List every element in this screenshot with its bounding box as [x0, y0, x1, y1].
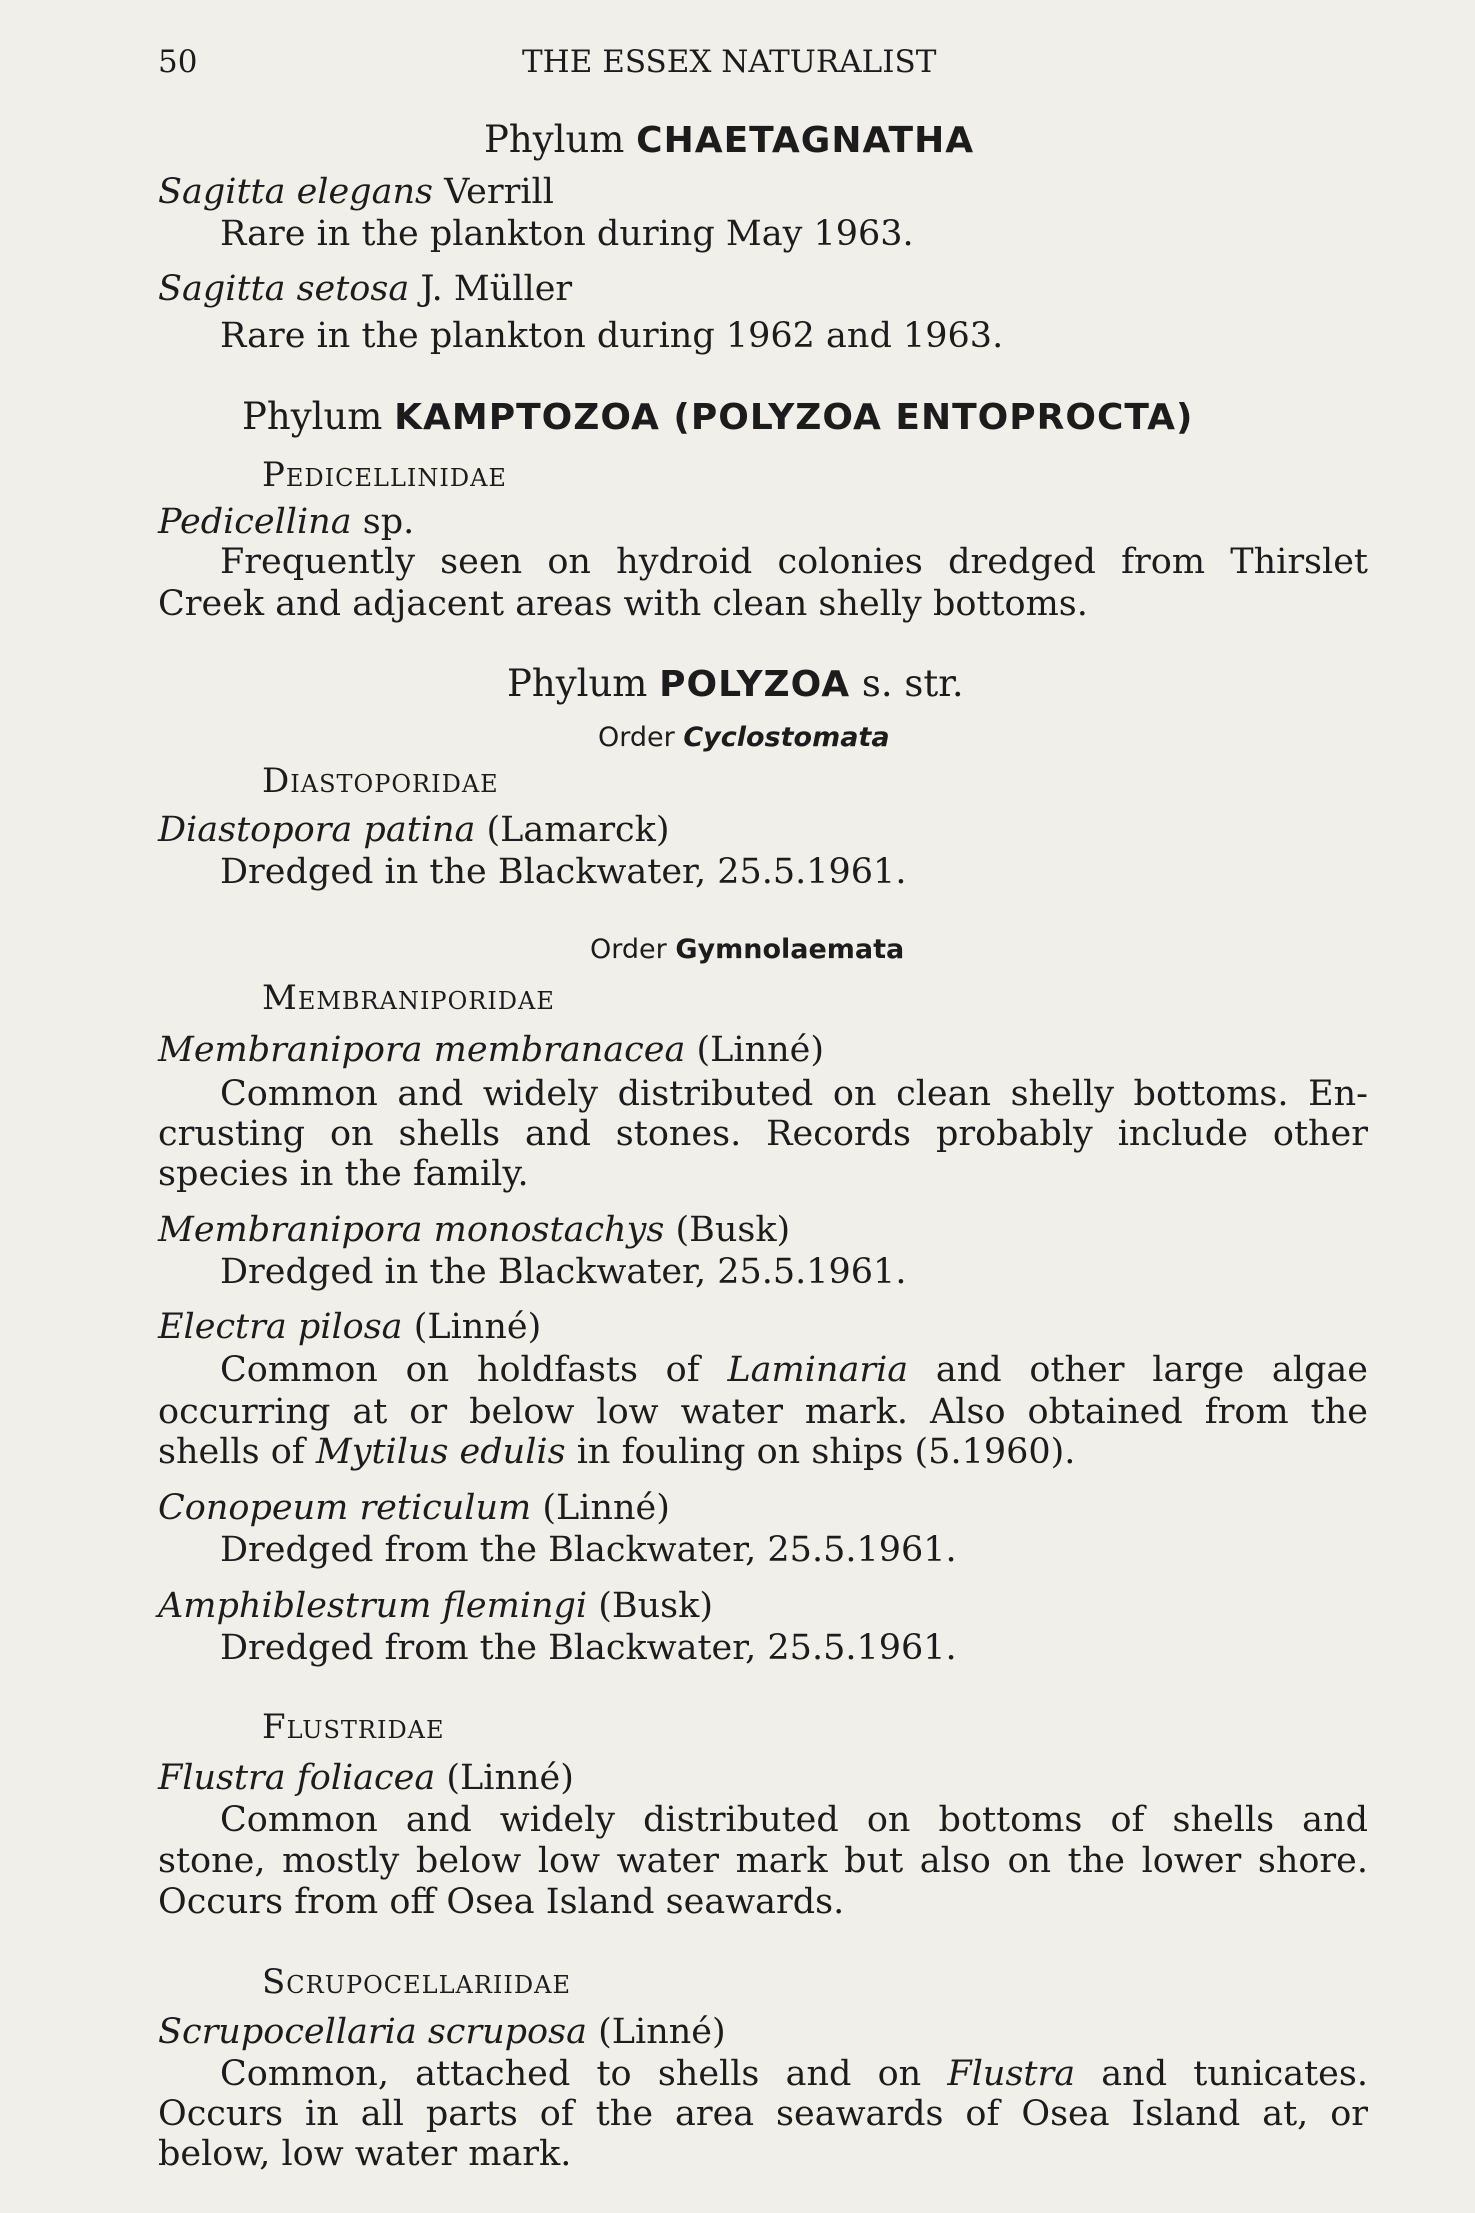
family-heading: Scrupocellariidae	[262, 1962, 571, 2002]
species-note-line: below, low water mark.	[158, 2134, 572, 2174]
species-name: Conopeum reticulum	[158, 1488, 532, 1528]
species-note-line: Common and widely distributed on clean shelly bottoms. En-	[220, 1074, 1368, 1114]
species-entry	[158, 810, 670, 850]
species-note-line: Occurs in all parts of the area seawards of Osea Island at, or	[158, 2094, 1368, 2134]
species-name: Scrupocellaria scruposa	[158, 2012, 587, 2052]
species-note-line	[220, 2054, 1368, 2094]
species-entry	[158, 1030, 824, 1070]
species-name: Membranipora membranacea	[158, 1030, 686, 1070]
species-authority: (Linné)	[542, 1488, 670, 1528]
species-name: Sagitta elegans	[158, 172, 433, 212]
species-italic: Mytilus edulis	[315, 1432, 566, 1472]
species-authority: (Busk)	[598, 1586, 713, 1626]
species-note-line: occurring at or below low water mark. Also obtained from the	[158, 1392, 1368, 1432]
species-entry	[158, 269, 572, 309]
species-note-line: Common and widely distributed on bottoms of shells and	[220, 1800, 1368, 1840]
order-prefix: Order	[590, 934, 667, 965]
species-note-line	[158, 1432, 1075, 1472]
species-authority: (Linné)	[598, 2012, 726, 2052]
phylum-heading-kamptozoa	[242, 395, 1193, 438]
species-note-line: species in the family.	[158, 1154, 529, 1194]
species-note: Dredged from the Blackwater, 25.5.1961.	[220, 1530, 957, 1570]
species-authority: sp.	[362, 502, 415, 542]
species-note: Rare in the plankton during 1962 and 1963.	[220, 316, 1004, 356]
genus-italic: Laminaria	[727, 1350, 909, 1390]
species-authority: Verrill	[444, 172, 554, 212]
order-heading	[590, 934, 904, 965]
species-authority: (Busk)	[675, 1210, 791, 1250]
page-number: 50	[158, 44, 198, 80]
species-name: Sagitta setosa	[158, 269, 410, 309]
family-heading: Membraniporidae	[262, 978, 555, 1018]
species-name: Pedicellina	[158, 502, 352, 542]
phylum-name: POLYZOA	[659, 664, 851, 705]
species-name: Electra pilosa	[158, 1307, 403, 1347]
running-title: THE ESSEX NATURALIST	[522, 44, 937, 80]
species-name: Membranipora monostachys	[158, 1210, 665, 1250]
species-authority: J. Müller	[420, 269, 573, 309]
text: and tunicates.	[1101, 2054, 1368, 2094]
species-entry	[158, 1307, 541, 1347]
order-name: Gymnolaemata	[675, 934, 905, 965]
family-heading: Flustridae	[262, 1707, 445, 1747]
species-authority: (Lamarck)	[486, 810, 670, 850]
phylum-heading-polyzoa	[507, 662, 964, 705]
family-heading: Pedicellinidae	[262, 455, 507, 495]
order-name: Cyclostomata	[683, 722, 890, 753]
text: Common on holdfasts of	[220, 1350, 700, 1390]
species-note: Rare in the plankton during May 1963.	[220, 214, 914, 254]
phylum-prefix: Phylum	[507, 662, 648, 705]
text: in fouling on ships (5.1960).	[576, 1432, 1076, 1472]
species-note: Dredged in the Blackwater, 25.5.1961.	[220, 852, 907, 892]
phylum-heading-chaetognatha	[484, 118, 974, 161]
species-note-line: Frequently seen on hydroid colonies dredged from Thirslet	[220, 542, 1368, 582]
genus-italic: Flustra	[947, 2054, 1076, 2094]
species-authority: (Linné)	[696, 1030, 825, 1070]
species-entry	[158, 1586, 713, 1626]
species-name: Flustra foliacea	[158, 1758, 436, 1798]
text: Common, attached to shells and on	[220, 2054, 922, 2094]
phylum-suffix: s. str.	[861, 662, 964, 705]
phylum-prefix: Phylum	[484, 118, 625, 161]
text: shells of	[158, 1432, 305, 1472]
species-note-line: Occurs from off Osea Island seawards.	[158, 1882, 845, 1922]
species-name: Diastopora patina	[158, 810, 476, 850]
species-note: Dredged in the Blackwater, 25.5.1961.	[220, 1252, 907, 1292]
phylum-name: CHAETAGNATHA	[636, 120, 975, 161]
species-authority: (Linné)	[413, 1307, 542, 1347]
species-note-line: Creek and adjacent areas with clean shelly bottoms.	[158, 584, 1088, 624]
order-prefix: Order	[598, 722, 675, 753]
order-heading	[598, 722, 890, 753]
species-entry	[158, 1758, 574, 1798]
species-entry	[158, 2012, 726, 2052]
species-note-line: stone, mostly below low water mark but also on the lower shore.	[158, 1841, 1368, 1881]
species-name: Amphiblestrum flemingi	[158, 1586, 588, 1626]
species-entry	[158, 1210, 790, 1250]
species-note-line	[220, 1350, 1368, 1390]
species-authority: (Linné)	[446, 1758, 574, 1798]
species-entry	[158, 502, 414, 542]
species-note: Dredged from the Blackwater, 25.5.1961.	[220, 1628, 957, 1668]
phylum-name: KAMPTOZOA (POLYZOA ENTOPROCTA)	[394, 397, 1194, 438]
species-entry	[158, 1488, 670, 1528]
family-heading: Diastoporidae	[262, 761, 499, 801]
text: and other large algae	[935, 1350, 1368, 1390]
species-entry	[158, 172, 554, 212]
species-note-line: crusting on shells and stones. Records probably include other	[158, 1114, 1368, 1154]
phylum-prefix: Phylum	[242, 395, 383, 438]
